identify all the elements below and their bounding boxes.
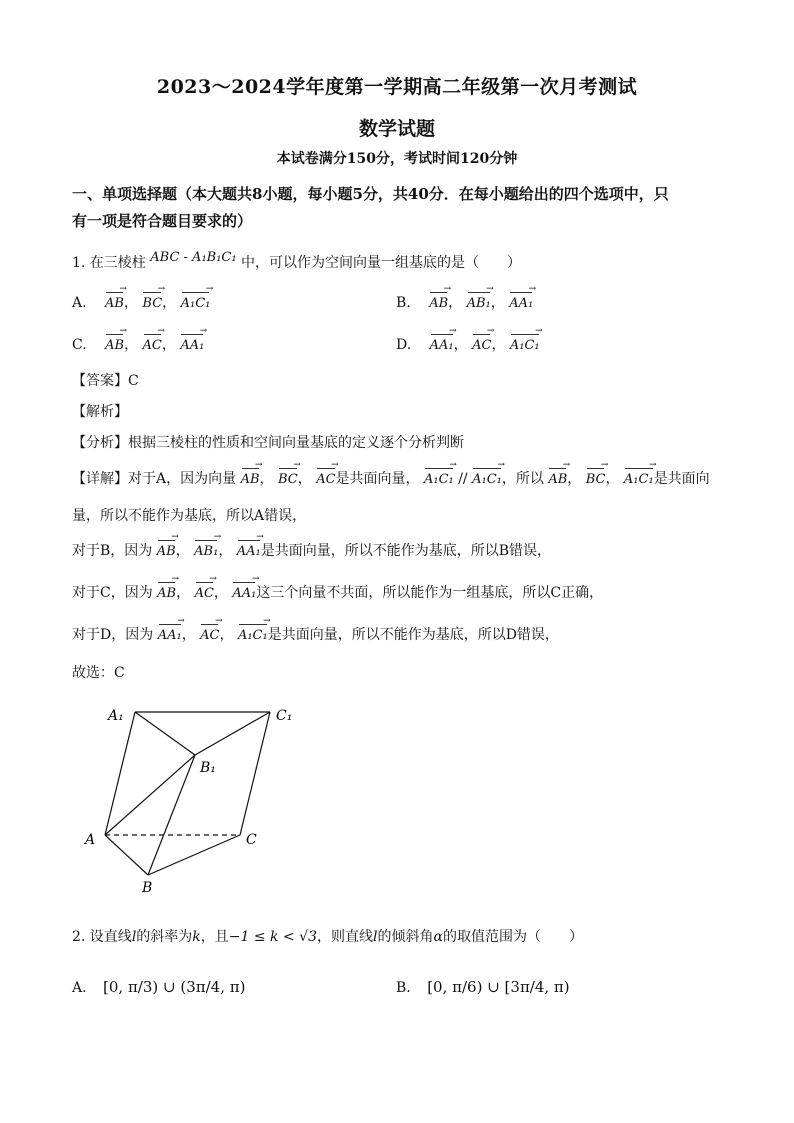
vector: AB →: [157, 540, 176, 559]
edge-a-b1: [105, 755, 195, 835]
q2-option-b-value: [0, π/6) ∪ [3π/4, π): [427, 978, 570, 996]
q1-detail-b: 对于B，因为 AB →， AB₁ →， AA₁ →是共面向量，所以不能作为基底，所以B错误，: [72, 540, 551, 560]
vector: AB₁ →: [467, 292, 491, 311]
vector: A₁C₁ →: [238, 624, 268, 643]
q2-option-b-label: B.: [396, 980, 411, 996]
fenxi-tag: 【分析】: [72, 435, 128, 451]
q1-detail-a-line2: 量，所以不能作为基底，所以A错误，: [72, 508, 307, 524]
vector: AA₁ →: [509, 292, 533, 311]
section-heading-line2: 有一项是符合题目要求的）: [72, 212, 253, 230]
vector: AC →: [316, 468, 335, 487]
detail-text: 是共面向量，: [335, 471, 420, 487]
vector: AA₁ →: [232, 582, 256, 601]
q1-fenxi: [72, 432, 464, 452]
q1-prism-name: ABC - A₁B₁C₁: [150, 250, 237, 265]
exam-info: 本试卷满分150分，考试时间120分钟: [276, 151, 518, 167]
label-b: B: [142, 880, 153, 896]
q2-var-alpha: α: [433, 929, 443, 945]
question-1-stem: [72, 252, 521, 272]
vector: AC →: [143, 334, 162, 353]
vector: AB →: [105, 334, 124, 353]
vector: BC →: [586, 468, 606, 487]
vector: BC →: [278, 468, 298, 487]
q1-detail-a-line1: 【详解】对于A，因为向量 AB →， BC →， AC →是共面向量， A₁C₁ → // A₁C₁ →，所以 AB →， BC →， A₁C₁ →是共面向: [72, 468, 710, 488]
vector: AB →: [241, 468, 260, 487]
label-b1: B₁: [200, 760, 216, 776]
section-heading-line1: 一、单项选择题（本大题共8小题，每小题5分，共40分．在每小题给出的四个选项中，只: [72, 185, 669, 203]
vector: AB₁ →: [194, 540, 218, 559]
vector: AB →: [157, 582, 176, 601]
exam-title: 2023～2024学年度第一学期高二年级第一次月考测试: [156, 76, 638, 98]
q2-inequality: −1 ≤ k < √3: [228, 929, 317, 945]
q2-text: 的取值范围为（ ）: [442, 929, 583, 945]
q2-text: 的斜率为: [136, 929, 193, 945]
subject-title: 数学试题: [358, 118, 435, 140]
vector: AC →: [195, 582, 214, 601]
edge-c-c1: [240, 712, 270, 835]
q1-option-d-label: D.: [396, 337, 412, 353]
q1-option-c-label: C.: [72, 337, 87, 353]
q1-detail-c: 对于C，因为 AB →， AC →， AA₁ →这三个向量不共面，所以能作为一组基底，所以C正确，: [72, 582, 603, 602]
q1-option-b: B. AB →， AB₁ →， AA₁ →: [396, 292, 533, 312]
vector: BC →: [142, 292, 162, 311]
vector: AB →: [105, 292, 124, 311]
q2-var-l: l: [373, 929, 378, 945]
edge-a-a1: [105, 712, 135, 835]
edge-b1-c1: [195, 712, 270, 755]
q1-detail-d: 对于D，因为 AA₁ →， AC →， A₁C₁ →是共面向量，所以不能作为基底，所以D错误，: [72, 624, 559, 644]
q2-var-k: k: [192, 929, 201, 945]
vector: AA₁ →: [158, 624, 182, 643]
q1-stem-prefix: 1. 在三棱柱: [72, 255, 146, 271]
q2-option-a-value: [0, π/3) ∪ (3π/4, π): [103, 978, 246, 996]
vector: AB →: [548, 468, 567, 487]
vector: A₁C₁ →: [424, 468, 454, 487]
q2-option-b: [396, 978, 570, 996]
detail-text: 是共面向量，所以不能作为基底，所以D错误，: [267, 627, 559, 643]
q1-answer: [72, 370, 139, 390]
q1-option-b-label: B.: [396, 295, 411, 311]
vector: AC →: [472, 334, 491, 353]
q1-analysis-tag: 【解析】: [72, 404, 128, 420]
q1-option-c: C. AB →， AC →， AA₁ →: [72, 334, 204, 354]
q2-option-a-label: A.: [72, 980, 87, 996]
fenxi-text: 根据三棱柱的性质和空间向量基底的定义逐个分析判断: [128, 435, 464, 451]
q2-text: ，且: [200, 929, 229, 945]
q1-choose: 故选：C: [72, 665, 125, 681]
detail-text: 对于B，因为: [72, 543, 153, 559]
vector: AB →: [429, 292, 448, 311]
q2-text: 2. 设直线: [72, 929, 132, 945]
label-c: C: [246, 832, 257, 848]
detail-text: 这三个向量不共面，所以能作为一组基底，所以C正确，: [256, 585, 604, 601]
vector: A₁C₁ →: [624, 468, 654, 487]
prism-figure: [80, 700, 310, 900]
q2-option-a: [72, 978, 245, 996]
q1-stem-suffix: 中，可以作为空间向量一组基底的是（ ）: [241, 255, 522, 271]
q1-option-d: D. AA₁ →， AC →， A₁C₁ →: [396, 334, 540, 354]
label-a: A: [85, 832, 96, 848]
answer-value: C: [128, 373, 139, 389]
edge-a-b: [105, 835, 148, 875]
detail-text: 对于A，因为向量: [128, 471, 237, 487]
question-2-stem: [72, 926, 583, 946]
label-c1: C₁: [276, 708, 293, 724]
vector: A₁C₁ →: [181, 292, 211, 311]
detail-text: 是共面向量，所以不能作为基底，所以B错误，: [260, 543, 552, 559]
detail-tag: 【详解】: [72, 471, 128, 487]
answer-tag: 【答案】: [72, 373, 128, 389]
vector: AC →: [200, 624, 219, 643]
label-a1: A₁: [108, 708, 124, 724]
q2-text: ，则直线: [317, 929, 373, 945]
vector: A₁C₁ →: [510, 334, 540, 353]
q1-option-a: A. AB →， BC →， A₁C₁ →: [72, 292, 210, 312]
vector: AA₁ →: [180, 334, 204, 353]
detail-text: 对于C，因为: [72, 585, 153, 601]
detail-text: ，所以: [501, 471, 544, 487]
vector: AA₁ →: [430, 334, 454, 353]
vector: A₁C₁ →: [472, 468, 502, 487]
vector: AA₁ →: [237, 540, 261, 559]
detail-text: 是共面向: [653, 471, 710, 487]
q1-option-a-label: A.: [72, 295, 87, 311]
q2-var-l: l: [131, 929, 137, 945]
detail-text: 对于D，因为: [72, 627, 154, 643]
q2-text: 的倾斜角: [377, 929, 434, 945]
edge-a1-b1: [135, 712, 195, 755]
